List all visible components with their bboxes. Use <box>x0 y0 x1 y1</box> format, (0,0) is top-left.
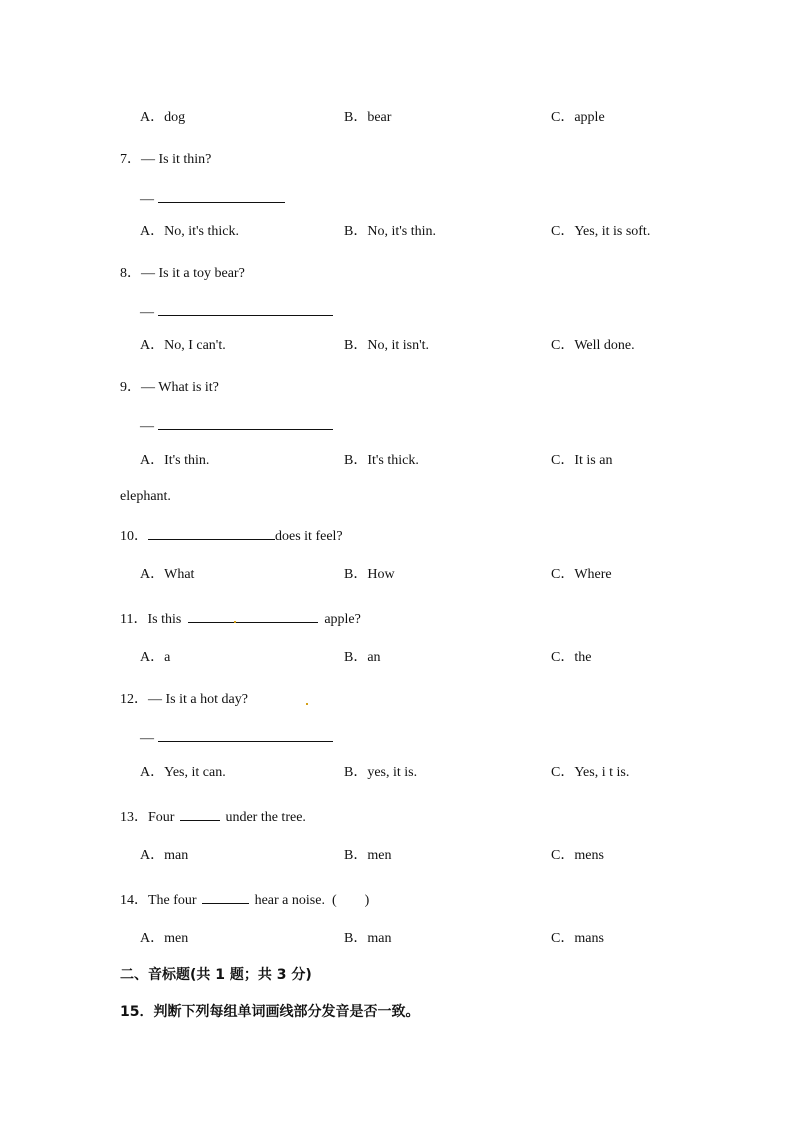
q8-option-c: C．Well done. <box>551 338 635 353</box>
q13-question <box>120 806 306 827</box>
q7-answer-line <box>140 188 285 209</box>
q8-dash: — <box>140 305 154 320</box>
q15-question: 15．判断下列每组单词画线部分发音是否一致。 <box>120 1004 420 1020</box>
q14-question <box>120 889 369 910</box>
q13-option-b: B．men <box>344 848 392 863</box>
q9-question: 9．— What is it? <box>120 380 219 395</box>
q10-blank <box>148 525 275 540</box>
q6-option-b: B．bear <box>344 110 392 125</box>
q11-suffix: apple? <box>324 612 361 627</box>
q12-option-b: B．yes, it is. <box>344 765 418 780</box>
q7-dash: — <box>140 192 154 207</box>
q11-question <box>120 608 361 629</box>
q13-suffix: under the tree. <box>225 810 306 825</box>
q9-option-a: A．It's thin. <box>140 453 210 468</box>
q6-option-a: A．dog <box>140 110 186 125</box>
q9-option-c: C．It is an <box>551 453 613 468</box>
q8-option-b: B．No, it isn't. <box>344 338 429 353</box>
q11-option-b: B．an <box>344 650 381 665</box>
q10-option-b: B．How <box>344 567 395 582</box>
q12-dash: — <box>140 731 154 746</box>
q12-answer-blank <box>158 727 333 742</box>
q13-option-a: A．man <box>140 848 189 863</box>
q8-question: 8．— Is it a toy bear? <box>120 266 245 281</box>
q12-question: 12．— Is it a hot day? <box>120 692 248 707</box>
q13-option-c: C．mens <box>551 848 604 863</box>
q12-option-c: C．Yes, i t is. <box>551 765 630 780</box>
q11-prefix: 11．Is this <box>120 612 182 627</box>
q14-blank <box>202 889 249 904</box>
q6-option-c: C．apple <box>551 110 605 125</box>
q7-option-c: C．Yes, it is soft. <box>551 224 651 239</box>
q9-dash: — <box>140 419 154 434</box>
q7-answer-blank <box>158 188 285 203</box>
q10-question <box>120 525 343 546</box>
mark-dot <box>234 621 236 623</box>
q9-answer-blank <box>158 415 333 430</box>
q14-option-b: B．man <box>344 931 392 946</box>
q7-question: 7．— Is it thin? <box>120 152 212 167</box>
q8-answer-blank <box>158 301 333 316</box>
q9-option-c-wrap: elephant. <box>120 489 171 504</box>
q14-suffix: hear a noise. ( ) <box>254 893 370 908</box>
section-2-heading: 二、音标题(共 1 题；共 3 分) <box>120 967 312 983</box>
q13-prefix: 13．Four <box>120 810 175 825</box>
q14-prefix: 14．The four <box>120 893 197 908</box>
q10-suffix: does it feel? <box>275 529 343 544</box>
q12-answer-line <box>140 727 333 748</box>
q10-option-a: A．What <box>140 567 195 582</box>
mark-dot <box>306 703 308 705</box>
q14-option-c: C．mans <box>551 931 604 946</box>
q8-answer-line <box>140 301 333 322</box>
q9-answer-line <box>140 415 333 436</box>
q14-option-a: A．men <box>140 931 189 946</box>
q11-option-a: A．a <box>140 650 171 665</box>
q11-option-c: C．the <box>551 650 592 665</box>
q10-option-c: C．Where <box>551 567 612 582</box>
q7-option-b: B．No, it's thin. <box>344 224 436 239</box>
q10-number: 10． <box>120 529 148 544</box>
q8-option-a: A．No, I can't. <box>140 338 226 353</box>
q7-option-a: A．No, it's thick. <box>140 224 239 239</box>
q11-blank <box>188 608 318 623</box>
q13-blank <box>180 806 220 821</box>
q12-option-a: A．Yes, it can. <box>140 765 226 780</box>
q9-option-b: B．It's thick. <box>344 453 419 468</box>
